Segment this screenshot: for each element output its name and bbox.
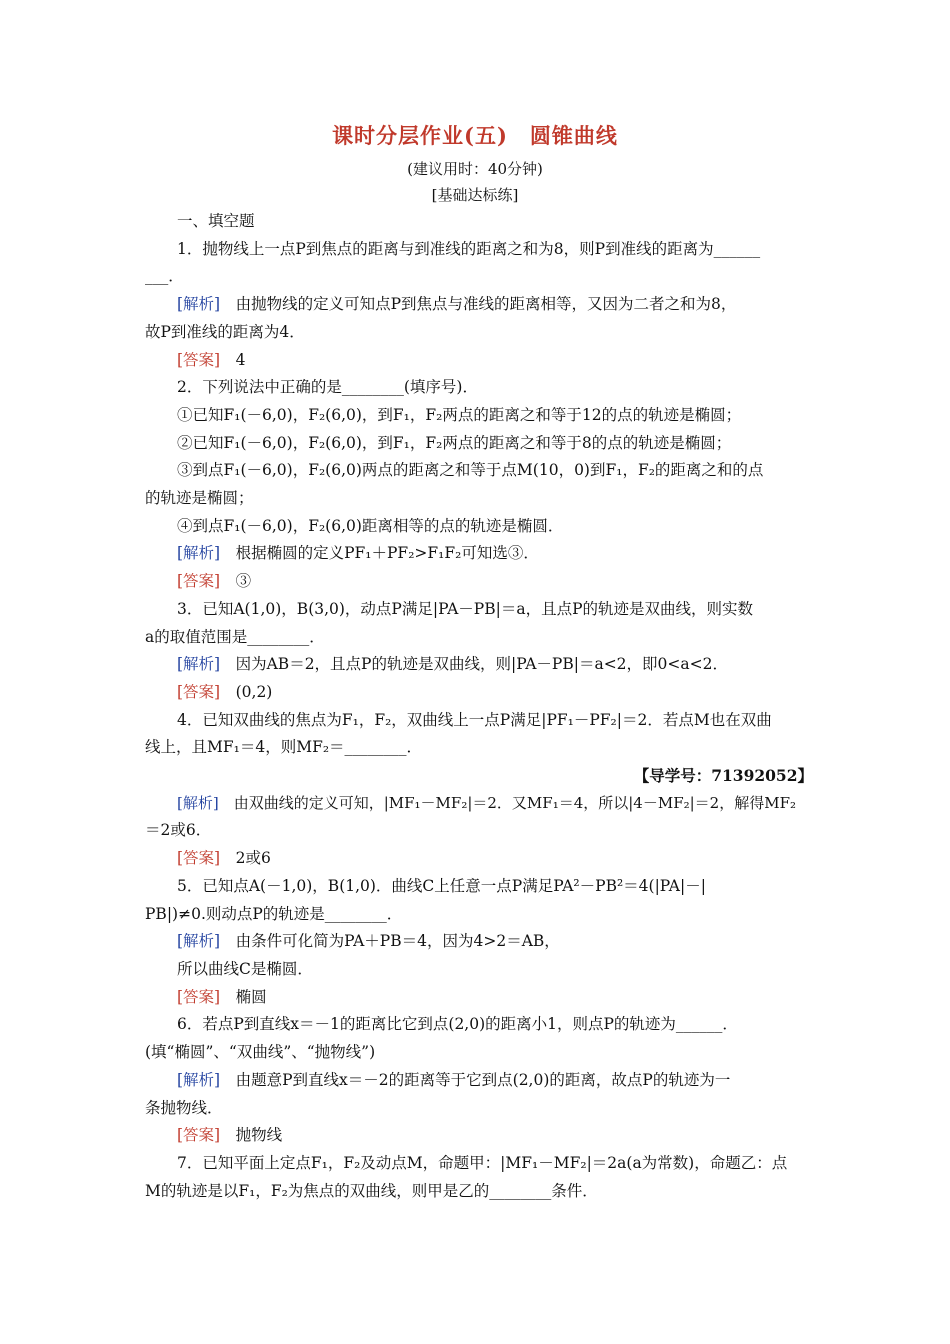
- text-line: [145, 402, 813, 430]
- analysis-line: [145, 291, 813, 319]
- answer-tag: [答案]: [177, 572, 221, 591]
- line-text: ②已知F₁(－6,0)，F₂(6,0)，到F₁，F₂两点的距离之和等于8的点的轨迹是椭圆；: [177, 433, 732, 452]
- line-text: 椭圆: [220, 987, 267, 1006]
- text-line: [145, 901, 813, 929]
- line-text: 【导学号：71392052】: [633, 766, 813, 786]
- line-text: 由双曲线的定义可知，|MF₁－MF₂|＝2．又MF₁＝4，所以|4－MF₂|＝2，解得MF₂: [218, 793, 797, 812]
- line-text: 3．已知A(1,0)，B(3,0)，动点P满足|PA－PB|＝a，且点P的轨迹是双曲线，则实数: [177, 599, 753, 618]
- text-line: [145, 873, 813, 901]
- guide-number: [145, 762, 813, 790]
- analysis-line: [145, 540, 813, 568]
- line-text: ③: [220, 572, 252, 591]
- line-text: M的轨迹是以F₁，F₂为焦点的双曲线，则甲是乙的________条件．: [145, 1181, 598, 1200]
- analysis-line: [145, 790, 813, 818]
- line-text: 4: [220, 350, 246, 369]
- answer-tag: [答案]: [177, 1126, 221, 1145]
- answer-tag: [答案]: [177, 849, 221, 868]
- analysis-tag: [解析]: [177, 793, 219, 812]
- document-body: [145, 208, 813, 1205]
- line-text: PB|)≠0.则动点P的轨迹是________．: [145, 904, 403, 923]
- line-text: ①已知F₁(－6,0)，F₂(6,0)，到F₁，F₂两点的距离之和等于12的点的轨迹是椭圆；: [177, 405, 742, 424]
- line-text: 5．已知点A(－1,0)，B(1,0)．曲线C上任意一点P满足PA²－PB²＝4(|PA|－|: [177, 876, 706, 895]
- line-text: 故P到准线的距离为4．: [145, 322, 305, 341]
- text-line: [145, 734, 813, 762]
- answer-line: [145, 679, 813, 707]
- line-text: (0,2): [220, 682, 273, 701]
- line-text: 1．抛物线上一点P到焦点的距离与到准线的距离之和为8，则P到准线的距离为______: [177, 239, 761, 258]
- line-text: 由题意P到直线x＝－2的距离等于它到点(2,0)的距离，故点P的轨迹为一: [220, 1070, 731, 1089]
- answer-tag: [答案]: [177, 350, 221, 369]
- answer-tag: [答案]: [177, 682, 221, 701]
- text-line: [145, 319, 813, 347]
- text-line: [145, 374, 813, 402]
- analysis-line: [145, 651, 813, 679]
- text-line: [145, 596, 813, 624]
- line-text: 抛物线: [220, 1126, 283, 1145]
- answer-line: [145, 845, 813, 873]
- line-text: 4．已知双曲线的焦点为F₁，F₂，双曲线上一点P满足|PF₁－PF₂|＝2．若点M也在双曲: [177, 710, 772, 729]
- text-line: [145, 430, 813, 458]
- time-note: (建议用时：40分钟): [407, 160, 543, 178]
- text-line: [145, 1011, 813, 1039]
- line-text: (填“椭圆”、“双曲线”、“抛物线”): [145, 1043, 376, 1062]
- line-text: 所以曲线C是椭圆．: [177, 959, 313, 978]
- analysis-line: [145, 928, 813, 956]
- text-line: [145, 513, 813, 541]
- line-text: 根据椭圆的定义PF₁＋PF₂>F₁F₂可知选③．: [220, 544, 539, 563]
- text-line: [145, 624, 813, 652]
- level-tag: [基础达标练]: [431, 186, 519, 204]
- analysis-tag: [解析]: [177, 1070, 221, 1089]
- text-line: [145, 236, 813, 264]
- analysis-tag: [解析]: [177, 932, 221, 951]
- line-text: ___．: [145, 267, 184, 286]
- page-title: 课时分层作业(五) 圆锥曲线: [332, 123, 618, 148]
- text-line: [145, 263, 813, 291]
- line-text: 由抛物线的定义可知点P到焦点与准线的距离相等，又因为二者之和为8，: [220, 295, 737, 314]
- analysis-tag: [解析]: [177, 655, 221, 674]
- text-line: [145, 457, 813, 485]
- answer-tag: [答案]: [177, 987, 221, 1006]
- answer-line: [145, 568, 813, 596]
- line-text: 7．已知平面上定点F₁，F₂及动点M，命题甲：|MF₁－MF₂|＝2a(a为常数)，命题乙：点: [177, 1153, 788, 1172]
- line-text: a的取值范围是________．: [145, 627, 325, 646]
- text-line: [145, 956, 813, 984]
- text-line: [145, 1039, 813, 1067]
- line-text: 由条件可化简为PA＋PB＝4，因为4>2＝AB，: [220, 932, 560, 951]
- line-text: ＝2或6．: [145, 821, 212, 840]
- answer-line: [145, 1122, 813, 1150]
- section-heading: 一、填空题: [177, 212, 255, 230]
- analysis-line: [145, 1067, 813, 1095]
- analysis-tag: [解析]: [177, 544, 221, 563]
- line-text: 的轨迹是椭圆；: [145, 489, 254, 508]
- line-text: 2．下列说法中正确的是________(填序号)．: [177, 378, 478, 397]
- text-line: [145, 1095, 813, 1123]
- answer-line: [145, 984, 813, 1012]
- line-text: 条抛物线．: [145, 1098, 223, 1117]
- line-text: ③到点F₁(－6,0)，F₂(6,0)两点的距离之和等于点M(10，0)到F₁，F₂的距离之和的点: [177, 461, 764, 480]
- text-line: [145, 485, 813, 513]
- text-line: [145, 817, 813, 845]
- answer-line: [145, 347, 813, 375]
- line-text: 2或6: [220, 849, 271, 868]
- line-text: ④到点F₁(－6,0)，F₂(6,0)距离相等的点的轨迹是椭圆．: [177, 516, 564, 535]
- line-text: 6．若点P到直线x＝－1的距离比它到点(2,0)的距离小1，则点P的轨迹为______．: [177, 1015, 738, 1034]
- text-line: [145, 1150, 813, 1178]
- text-line: [145, 707, 813, 735]
- line-text: 因为AB＝2，且点P的轨迹是双曲线，则|PA－PB|＝a<2，即0<a<2．: [220, 655, 728, 674]
- analysis-tag: [解析]: [177, 295, 221, 314]
- text-line: [145, 1178, 813, 1206]
- line-text: 线上，且MF₁＝4，则MF₂＝________．: [145, 738, 423, 757]
